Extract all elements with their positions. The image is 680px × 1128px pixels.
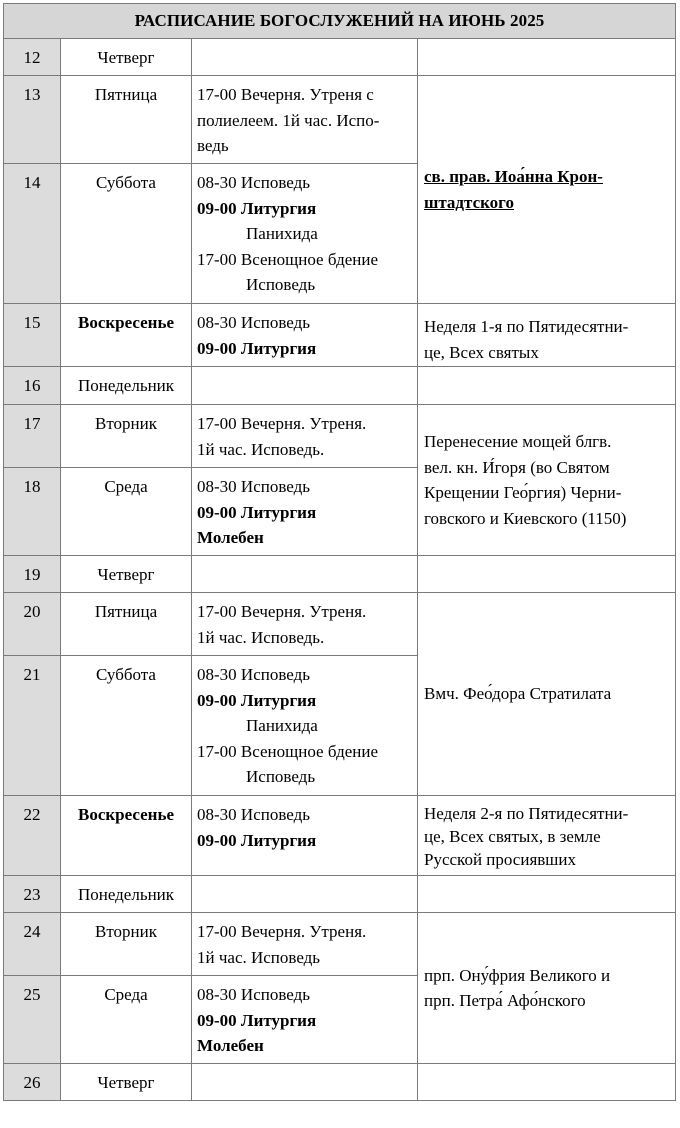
feast-cell: [418, 913, 676, 1064]
schedule-table: [3, 3, 676, 1101]
title-row: [4, 4, 676, 39]
date-number: 20: [4, 593, 61, 656]
service-line: Молебен: [197, 528, 264, 547]
weekday: Четверг: [61, 39, 192, 76]
feast-line: прп. Петра́ Афо́нского: [424, 991, 586, 1010]
weekday: Вторник: [61, 405, 192, 468]
service-line: 08-30 Исповедь: [197, 805, 310, 824]
service-line: 1й час. Исповедь.: [197, 627, 325, 647]
date-number: 25: [4, 976, 61, 1064]
table-row: [4, 593, 676, 656]
service-line: 08-30 Исповедь: [197, 665, 310, 684]
date-number: 21: [4, 656, 61, 796]
weekday: Четверг: [61, 1064, 192, 1101]
feast-line: Крещении Гео́ргия) Черни-: [424, 483, 622, 502]
weekday: Четверг: [61, 556, 192, 593]
feast-cell: [418, 405, 676, 556]
table-row: [4, 876, 676, 913]
weekday: Среда: [61, 976, 192, 1064]
service-line: Молебен: [197, 1036, 264, 1055]
feast-line: говского и Киевского (1150): [424, 508, 627, 528]
date-number: 17: [4, 405, 61, 468]
feast-line: прп. Ону́фрия Великого и: [424, 965, 611, 985]
service-line: 09-00 Литургия: [197, 830, 317, 850]
weekday: Суббота: [61, 164, 192, 304]
feast-line: Неделя 2-я по Пятидесятни-: [424, 804, 629, 823]
services-cell: [192, 796, 418, 876]
weekday: Воскресенье: [61, 304, 192, 367]
feast-cell: [418, 593, 676, 796]
table-row: [4, 556, 676, 593]
service-line: 17-00 Вечерня. Утреня с: [197, 85, 374, 104]
table-row: [4, 367, 676, 405]
feast-line: Неделя 1-я по Пятидесятни-: [424, 317, 629, 336]
service-line: 17-00 Всенощное бдение: [197, 249, 378, 269]
services-cell: [192, 913, 418, 976]
feast-cell: [418, 367, 676, 405]
services-cell: [192, 304, 418, 367]
date-number: 23: [4, 876, 61, 913]
service-line: 17-00 Вечерня. Утреня.: [197, 602, 367, 621]
feast-cell: [418, 39, 676, 76]
table-row: [4, 405, 676, 468]
weekday: Среда: [61, 468, 192, 556]
feast-line: Русской просиявших: [424, 850, 576, 869]
services-cell: [192, 1064, 418, 1101]
service-line: Панихида: [246, 224, 318, 243]
weekday: Суббота: [61, 656, 192, 796]
services-cell: [192, 39, 418, 76]
weekday: Воскресенье: [61, 796, 192, 876]
weekday: Понедельник: [61, 876, 192, 913]
service-line: Исповедь: [246, 767, 316, 786]
service-line: полиелеем. 1й час. Испо-: [197, 110, 380, 130]
services-cell: [192, 76, 418, 164]
feast-line: це, Всех святых: [424, 342, 539, 362]
date-number: 22: [4, 796, 61, 876]
feast-line: вел. кн. И́горя (во Святом: [424, 457, 610, 477]
date-number: 19: [4, 556, 61, 593]
service-line: 17-00 Вечерня. Утреня.: [197, 922, 367, 941]
weekday: Пятница: [61, 76, 192, 164]
schedule-title: РАСПИСАНИЕ БОГОСЛУЖЕНИЙ НА ИЮНЬ 2025: [4, 4, 676, 39]
date-number: 24: [4, 913, 61, 976]
services-cell: [192, 976, 418, 1064]
service-line: 1й час. Исповедь.: [197, 439, 325, 459]
weekday: Вторник: [61, 913, 192, 976]
date-number: 18: [4, 468, 61, 556]
services-cell: [192, 656, 418, 796]
service-line: 09-00 Литургия: [197, 690, 317, 710]
feast-line: Перенесение мощей блгв.: [424, 432, 612, 451]
feast-cell: [418, 556, 676, 593]
feast-cell: [418, 1064, 676, 1101]
service-line: 08-30 Исповедь: [197, 985, 310, 1004]
date-number: 26: [4, 1064, 61, 1101]
schedule-document: [3, 3, 675, 1100]
service-line: 09-00 Литургия: [197, 1010, 317, 1030]
service-line: Исповедь: [246, 275, 316, 294]
table-row: [4, 39, 676, 76]
service-line: 17-00 Вечерня. Утреня.: [197, 414, 367, 433]
service-line: 09-00 Литургия: [197, 198, 317, 218]
service-line: ведь: [197, 136, 229, 155]
service-line: 09-00 Литургия: [197, 502, 317, 522]
services-cell: [192, 556, 418, 593]
services-cell: [192, 468, 418, 556]
services-cell: [192, 593, 418, 656]
feast-line: штадтского: [424, 192, 514, 212]
weekday: Понедельник: [61, 367, 192, 405]
feast-cell: [418, 304, 676, 367]
feast-cell: [418, 796, 676, 876]
table-row: [4, 304, 676, 367]
table-row: [4, 76, 676, 164]
feast-line: Вмч. Фео́дора Стратилата: [424, 684, 612, 704]
service-line: 08-30 Исповедь: [197, 173, 310, 192]
date-number: 13: [4, 76, 61, 164]
service-line: 08-30 Исповедь: [197, 313, 310, 332]
services-cell: [192, 164, 418, 304]
services-cell: [192, 405, 418, 468]
service-line: Панихида: [246, 716, 318, 735]
services-cell: [192, 876, 418, 913]
weekday: Пятница: [61, 593, 192, 656]
date-number: 14: [4, 164, 61, 304]
feast-cell: [418, 876, 676, 913]
table-row: [4, 1064, 676, 1101]
feast-line: це, Всех святых, в земле: [424, 827, 601, 846]
date-number: 16: [4, 367, 61, 405]
services-cell: [192, 367, 418, 405]
feast-line: св. прав. Иоа́нна Крон-: [424, 167, 603, 186]
date-number: 12: [4, 39, 61, 76]
date-number: 15: [4, 304, 61, 367]
service-line: 08-30 Исповедь: [197, 477, 310, 496]
service-line: 09-00 Литургия: [197, 338, 317, 358]
feast-cell: [418, 76, 676, 304]
service-line: 1й час. Исповедь: [197, 947, 321, 967]
table-row: [4, 913, 676, 976]
table-row: [4, 796, 676, 876]
service-line: 17-00 Всенощное бдение: [197, 741, 378, 761]
